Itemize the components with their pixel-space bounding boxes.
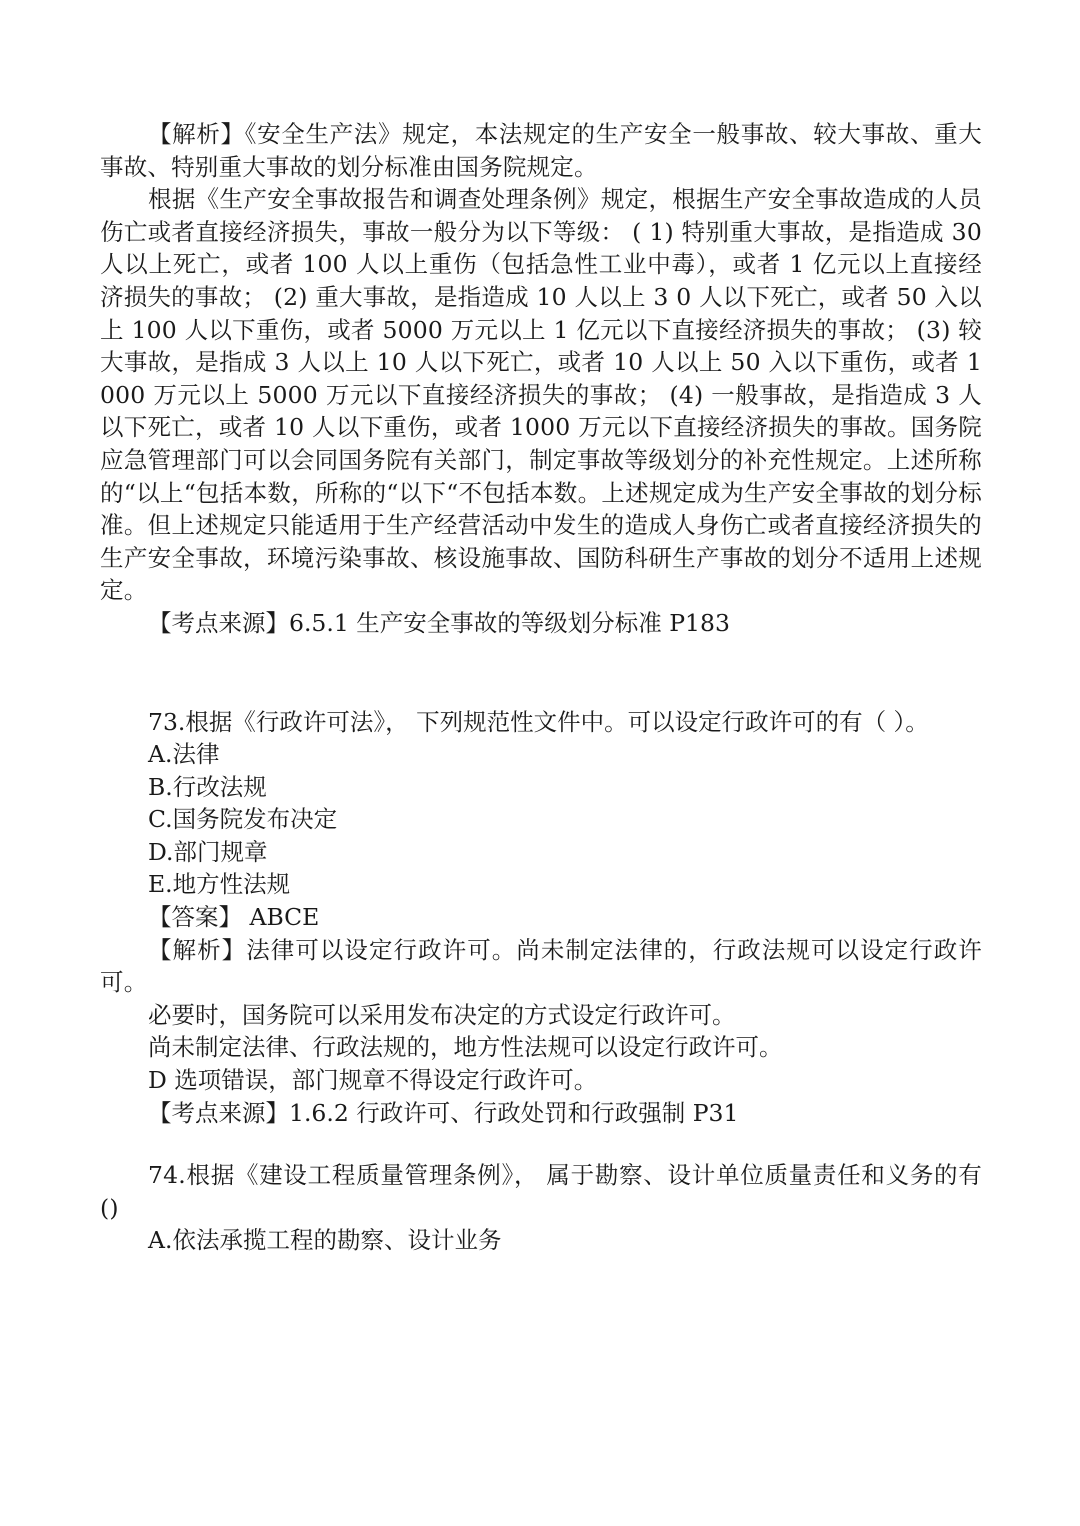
section-gap: [100, 1129, 982, 1159]
q73-source: 【考点来源】1.6.2 行政许可、行政处罚和行政强制 P31: [148, 1098, 739, 1127]
q73-answer: 【答案】 ABCE: [148, 903, 320, 932]
q73-option-c: C.国务院发布决定: [148, 805, 338, 834]
q73-analysis-line-2: 尚未制定法律、行政法规的，地方性法规可以设定行政许可。: [148, 1033, 783, 1062]
q73-option-e: E.地方性法规: [148, 870, 291, 899]
q73-analysis-paragraph: 【解析】法律可以设定行政许可。尚未制定法律的，行政法规可以设定行政许可。: [100, 935, 982, 997]
q73-option-b: B.行改法规: [148, 772, 267, 801]
section-gap: [100, 640, 982, 698]
q73-option-a: A.法律: [148, 740, 220, 769]
q72-source: 【考点来源】6.5.1 生产安全事故的等级划分标准 P183: [148, 608, 730, 637]
q73-question: 73.根据《行政许可法》， 下列规范性文件中。可以设定行政许可的有（ ）。: [148, 707, 929, 736]
q73-option-d: D.部门规章: [148, 837, 268, 866]
q74-question: 74.根据《建设工程质量管理条例》， 属于勘察、设计单位质量责任和义务的有(): [100, 1161, 982, 1222]
q72-analysis-paragraph-1: 【解析】《安全生产法》规定，本法规定的生产安全一般事故、较大事故、重大事故、特别重大事故的划分标准由国务院规定。: [100, 120, 982, 181]
q74-option-a: A.依法承揽工程的勘察、设计业务: [148, 1226, 502, 1255]
q72-analysis-paragraph-2: 根据《生产安全事故报告和调查处理条例》规定，根据生产安全事故造成的人员伤亡或者直接经济损失，事故一般分为以下等级： ( 1) 特别重大事故，是指造成 30 人以上死亡，或者 100 人以上重伤（包括急性工业中毒），或者 1 亿元以上直接经济损失的事故； (2) 重大事故，是指造成 10 人以上 3 0 人以下死亡，或者 50 入以上 100 人以下重伤，或者 5000 万元以上 1 亿元以下直接经济损失的事故； (3) 较大事故，是指成 3 人以上 10 人以下死亡，或者 10 人以上 50 入以下重伤，或者 1000 万元以上 5000 万元以下直接经济损失的事故； (4) 一般事故，是指造成 3 人以下死亡，或者 10 人以下重伤，或者 1000 万元以下直接经济损失的事故。国务院应急管理部门可以会同国务院有关部门，制定事故等级划分的补充性规定。上述所称的“以上“包括本数，所称的“以下“不包括本数。上述规定成为生产安全事故的划分标准。但上述规定只能适用于生产经营活动中发生的造成人身伤亡或者直接经济损失的生产安全事故，环境污染事故、核设施事故、国防科研生产事故的划分不适用上述规定。: [100, 185, 982, 605]
q73-analysis-line-1: 必要时，国务院可以采用发布决定的方式设定行政许可。: [148, 1000, 736, 1029]
document-page: [100, 118, 982, 1257]
q73-analysis-line-3: D 选项错误，部门规章不得设定行政许可。: [148, 1066, 598, 1095]
